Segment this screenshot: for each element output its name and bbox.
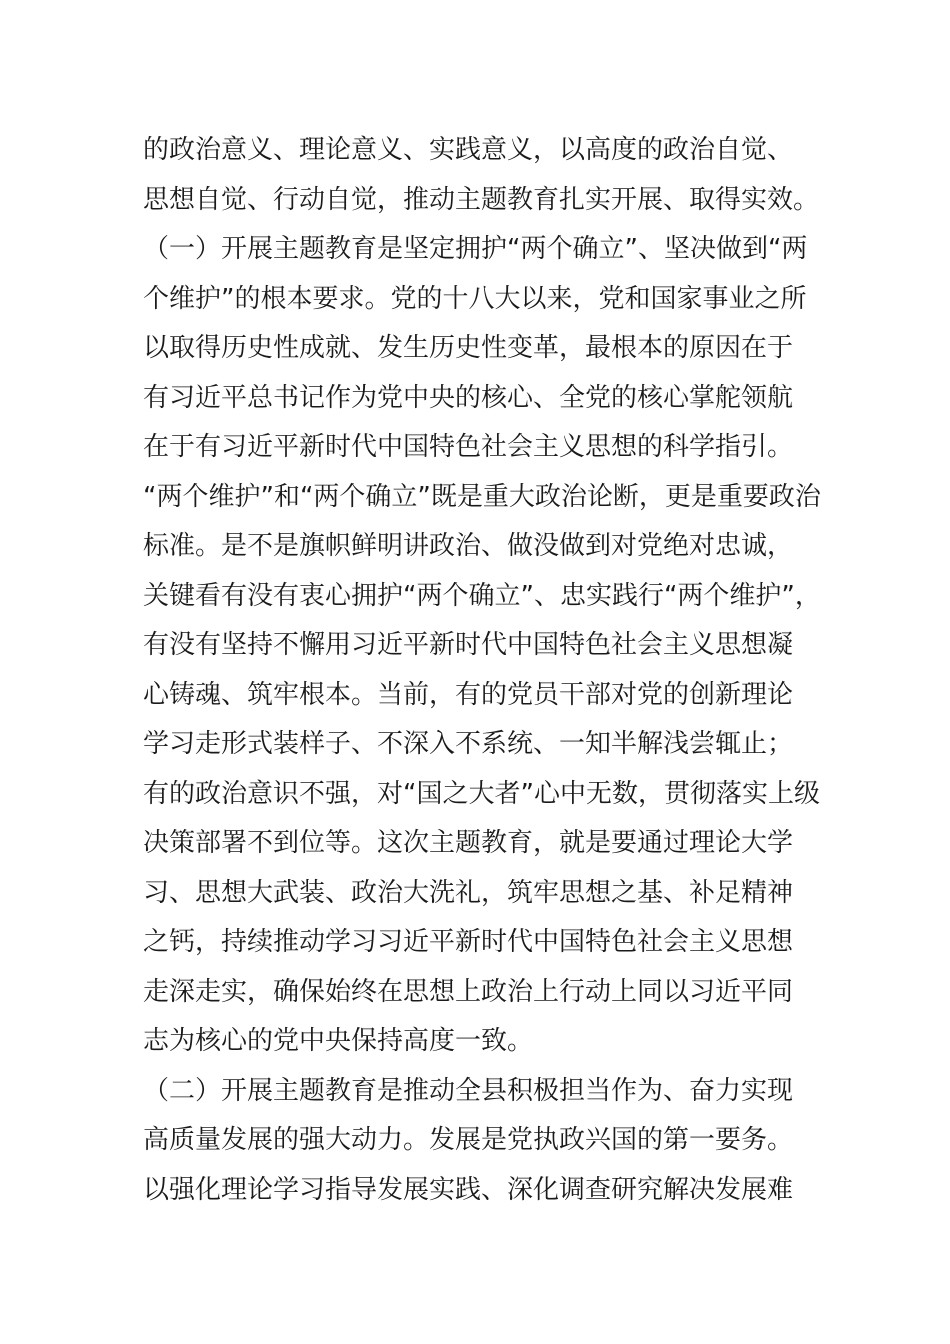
text-line: 志为核心的党中央保持高度一致。	[143, 1026, 534, 1056]
text-line: （一）开展主题教育是坚定拥护“两个确立”、坚决做到“两	[143, 234, 808, 264]
text-line: 有的政治意识不强，对“国之大者”心中无数，贯彻落实上级	[143, 778, 820, 809]
text-line: “两个维护”和“两个确立”既是重大政治论断，更是重要政治	[143, 481, 821, 512]
text-line: 以取得历史性成就、发生历史性变革，最根本的原因在于	[143, 333, 794, 363]
body-text	[143, 126, 821, 1215]
text-line: 关键看有没有衷心拥护“两个确立”、忠实践行“两个维护”，	[143, 580, 821, 611]
text-line: 以强化理论学习指导发展实践、深化调查研究解决发展难	[143, 1174, 794, 1205]
text-line: 有习近平总书记作为党中央的核心、全党的核心掌舵领航	[143, 382, 794, 413]
text-line: 在于有习近平新时代中国特色社会主义思想的科学指引。	[143, 432, 794, 462]
text-line: 思想自觉、行动自觉，推动主题教育扎实开展、取得实效。	[143, 184, 820, 215]
text-line: 标准。是不是旗帜鲜明讲政治、做没做到对党绝对忠诚，	[143, 531, 794, 561]
text-line: 心铸魂、筑牢根本。当前，有的党员干部对党的创新理论	[143, 679, 794, 710]
text-line: 高质量发展的强大动力。发展是党执政兴国的第一要务。	[143, 1125, 794, 1155]
text-line: 个维护”的根本要求。党的十八大以来，党和国家事业之所	[143, 283, 807, 314]
text-line: 之钙，持续推动学习习近平新时代中国特色社会主义思想	[143, 927, 794, 957]
text-line: 决策部署不到位等。这次主题教育，就是要通过理论大学	[143, 828, 794, 858]
text-line: 学习走形式装样子、不深入不系统、一知半解浅尝辄止；	[143, 729, 794, 759]
text-line: 的政治意义、理论意义、实践意义，以高度的政治自觉、	[143, 135, 794, 165]
text-line: 习、思想大武装、政治大洗礼，筑牢思想之基、补足精神	[143, 877, 794, 908]
text-line: 有没有坚持不懈用习近平新时代中国特色社会主义思想凝	[143, 630, 794, 660]
text-line: （二）开展主题教育是推动全县积极担当作为、奋力实现	[143, 1075, 794, 1106]
text-line: 走深走实，确保始终在思想上政治上行动上同以习近平同	[143, 976, 794, 1007]
